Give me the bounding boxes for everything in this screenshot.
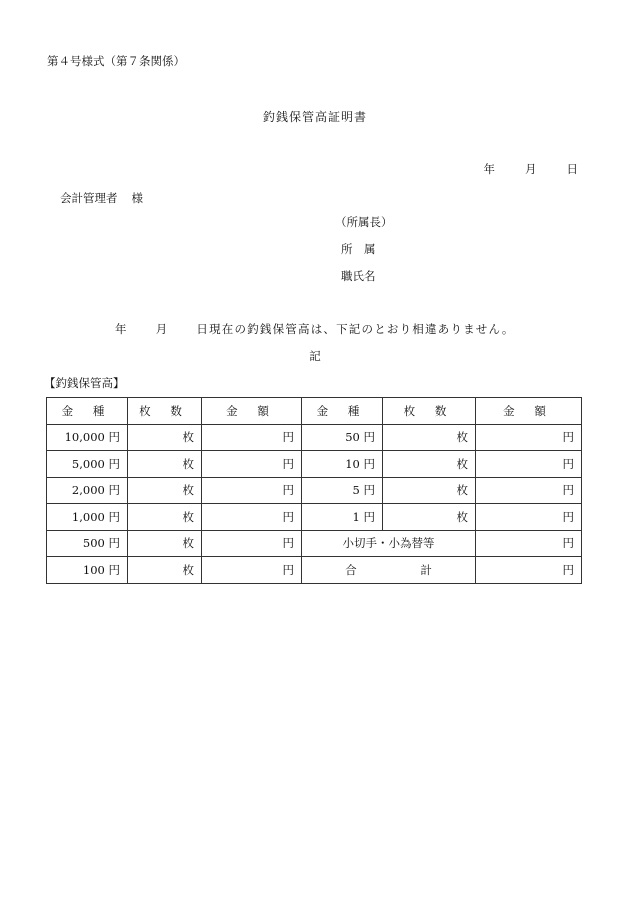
denomination-cell: 500 円 [47, 530, 128, 557]
count-cell[interactable]: 枚 [128, 530, 202, 557]
date-line [484, 161, 579, 177]
count-cell[interactable]: 枚 [383, 424, 476, 451]
checks-money-orders-label: 小切手・小為替等 [302, 530, 476, 557]
amount-cell[interactable]: 円 [476, 477, 582, 504]
count-cell[interactable]: 枚 [128, 451, 202, 478]
count-cell[interactable]: 枚 [128, 477, 202, 504]
header-denomination: 金 種 [302, 398, 383, 425]
denomination-cell: 1 円 [302, 504, 383, 531]
table-header-row [47, 398, 582, 425]
amount-cell[interactable]: 円 [202, 557, 302, 584]
amount-cell[interactable]: 円 [202, 424, 302, 451]
header-count: 枚 数 [128, 398, 202, 425]
total-label: 合 計 [302, 557, 476, 584]
count-cell[interactable]: 枚 [383, 477, 476, 504]
denomination-cell: 10 円 [302, 451, 383, 478]
document-title: 釣銭保管高証明書 [262, 110, 367, 124]
table-row [47, 530, 582, 557]
recipient [60, 190, 143, 206]
count-cell[interactable]: 枚 [128, 424, 202, 451]
count-cell[interactable]: 枚 [128, 504, 202, 531]
statement [115, 321, 515, 337]
date-month-label: 月 [525, 162, 537, 176]
amount-cell[interactable]: 円 [476, 451, 582, 478]
denomination-cell: 1,000 円 [47, 504, 128, 531]
recipient-name: 会計管理者 [60, 191, 118, 205]
count-cell[interactable]: 枚 [383, 451, 476, 478]
header-amount: 金 額 [476, 398, 582, 425]
date-day-label: 日 [566, 162, 578, 176]
statement-text: 日現在の釣銭保管高は、下記のとおり相違ありません。 [196, 322, 515, 336]
issuer-parenthetical: （所属長） [335, 215, 393, 229]
recipient-honorific: 様 [131, 191, 143, 205]
denomination-cell: 100 円 [47, 557, 128, 584]
table-row [47, 477, 582, 504]
header-denomination: 金 種 [47, 398, 128, 425]
section-label: 【釣銭保管高】 [44, 376, 125, 390]
table-row [47, 424, 582, 451]
table-row [47, 557, 582, 584]
count-cell[interactable]: 枚 [128, 557, 202, 584]
amount-cell[interactable]: 円 [202, 530, 302, 557]
amount-cell[interactable]: 円 [476, 504, 582, 531]
issuer-name-label: 職氏名 [341, 269, 376, 283]
date-year-label: 年 [483, 162, 495, 176]
count-cell[interactable]: 枚 [383, 504, 476, 531]
amount-cell[interactable]: 円 [202, 477, 302, 504]
checks-amount-cell[interactable]: 円 [476, 530, 582, 557]
amount-cell[interactable]: 円 [202, 451, 302, 478]
denomination-cell: 2,000 円 [47, 477, 128, 504]
table-row [47, 451, 582, 478]
amount-cell[interactable]: 円 [476, 424, 582, 451]
cash-table [46, 397, 582, 584]
denomination-cell: 10,000 円 [47, 424, 128, 451]
ki-heading: 記 [309, 349, 321, 363]
header-count: 枚 数 [383, 398, 476, 425]
issuer-department-label: 所 属 [341, 242, 376, 256]
form-number: 第４号様式（第７条関係） [47, 54, 185, 68]
table-row [47, 504, 582, 531]
denomination-cell: 5 円 [302, 477, 383, 504]
statement-month: 月 [155, 322, 169, 336]
header-amount: 金 額 [202, 398, 302, 425]
denomination-cell: 50 円 [302, 424, 383, 451]
statement-year: 年 [115, 322, 128, 336]
total-amount-cell[interactable]: 円 [476, 557, 582, 584]
denomination-cell: 5,000 円 [47, 451, 128, 478]
amount-cell[interactable]: 円 [202, 504, 302, 531]
